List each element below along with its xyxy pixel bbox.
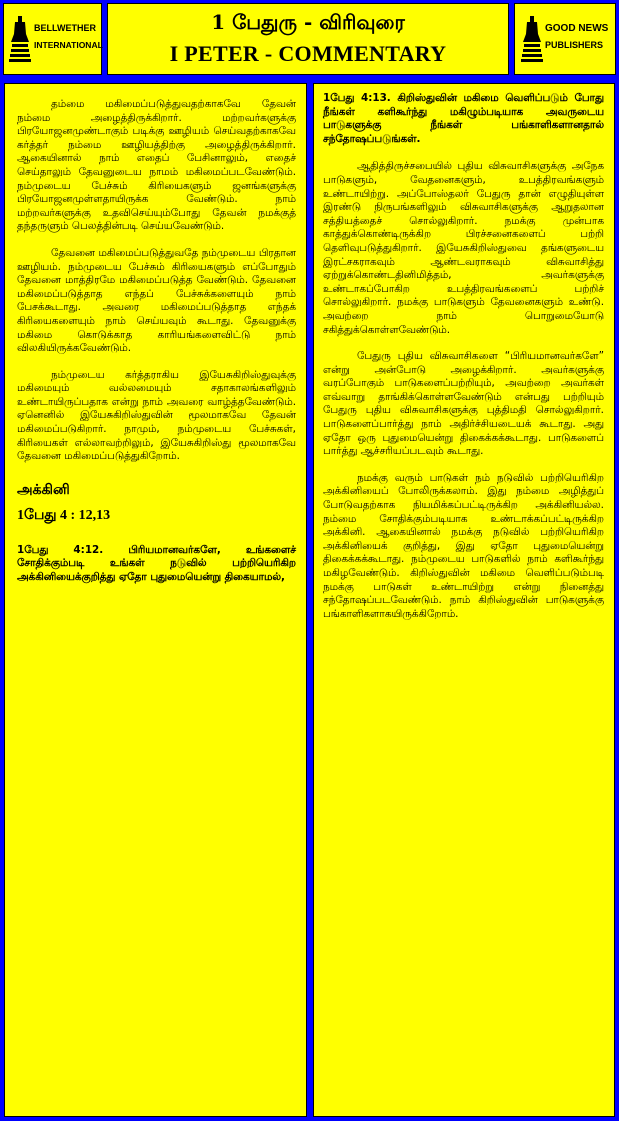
title-english: I PETER - COMMENTARY bbox=[169, 41, 447, 66]
good-news-line2: PUBLISHERS bbox=[545, 40, 604, 50]
left-column bbox=[4, 83, 307, 1117]
good-news-logo bbox=[514, 3, 616, 75]
section-heading: அக்கினி bbox=[17, 482, 70, 498]
left-paragraph-2: தேவனை மகிமைப்படுத்துவதே நம்முடைய பிரதான ஊழியம். நம்முடைய பேச்சும் கிரியைகளும் எப்போதும் தேவனை மாத்திரமே மகிமைப்படுத்த வேண்டும். தேவனை மகிமைப்படுத்தாத எந்தப் பேச்சுக்களையும் நாம் பேசக்கூடாது. அவரை மகிமைப்படுத்தாத எந்தக் கிரியைகளையும் நாம் செய்யவும் கூடாது. தேவனுக்கு மகிமை கொடுக்காத காரியங்களைவிட்டு நாம் விலகியிருக்கவேண்டும். bbox=[17, 246, 296, 355]
scripture-reference: 1பேது 4 : 12,13 bbox=[17, 507, 111, 523]
title-tamil: 1 பேதுரு - விரிவுரை bbox=[211, 10, 405, 34]
bellwether-icon bbox=[9, 16, 31, 62]
bellwether-line2: INTERNATIONAL bbox=[34, 40, 103, 50]
right-paragraph-2: பேதுரு புதிய விசுவாசிகளை “பிரியமானவர்களே” என்று அன்போடு அழைக்கிறார். அவர்களுக்கு வரப்போகும் பாடுகளைப்பற்றியும், அவற்றை அவர்கள் எவ்வாறு தாங்கிக்கொள்ளவேண்டும் என்பது பற்றியும் பேதுரு புதிய விசுவாசிகளுக்கு புத்திமதி சொல்லுகிறார். பாடுகளைப்பார்த்து நாம் அதிர்ச்சியடையக் கூடாது. அது ஏதோ ஒரு புதுமையென்று திகைக்கக்கூடாது. பாடுகளைப் பார்த்து ஆச்சரியப்படவும் கூடாது. bbox=[323, 350, 604, 458]
bellwether-logo bbox=[3, 3, 102, 75]
good-news-line1: GOOD NEWS bbox=[545, 23, 609, 34]
good-news-icon bbox=[521, 16, 543, 62]
left-paragraph-3: நம்முடைய கர்த்தராகிய இயேசுகிறிஸ்துவுக்கு மகிமையும் வல்லமையும் சதாகாலங்களிலும் உண்டாயிருப்பதாக என்று நாம் அவரை வாழ்த்தவேண்டும். ஏனெனில் இயேசுகிறிஸ்துவின் மூலமாகவே தேவன் மகிமைப்படுகிறார். நாமும், நம்முடைய பேச்சுகள், கிரியைகள் எல்லாவற்றிலும், இயேசுகிறிஸ்து மூலமாகவே தேவனை மகிமைப்படுத்துகிறோம். bbox=[17, 368, 296, 463]
verse-4-12: 1பேது 4:12. பிரியமானவர்களே, உங்களைச் சோதிக்கும்படி உங்கள் நடுவில் பற்றியெரிகிற அக்கினியைக்குறித்து ஏதோ புதுமையென்று திகையாமல், bbox=[17, 543, 296, 584]
right-paragraph-3: நமக்கு வரும் பாடுகள் நம் நடுவில் பற்றியெரிகிற அக்கினியைப் போலிருக்கலாம். இது நம்மை அழித்துப் போடுவதற்காக நியமிக்கப்பட்டிருக்கிற அக்கினியல்ல. நம்மை சோதிக்கும்படியாக உண்டாக்கப்பட்டிருக்கிற அக்கினி. ஆகையினால் நமக்கு நடுவில் பற்றியெரிகிற அக்கினியைக் குறித்து, இது ஏதோ புதுமையென்று திகைக்கக்கூடாது. நம்முடைய பாடுகளில் நாம் களிகூர்ந்து மகிழவேண்டும். கிறிஸ்துவின் மகிமை வெளிப்படும்படி நமக்கு பாடுகள் உண்டாயிற்று என்று நினைத்து சந்தோஷப்படவேண்டும். நாம் கிறிஸ்துவின் பாடுகளுக்கு பங்காளிகளாகயிருக்கிறோம். bbox=[323, 471, 604, 620]
bellwether-line1: BELLWETHER bbox=[34, 23, 96, 33]
left-paragraph-1: தம்மை மகிமைப்படுத்துவதற்காகவே தேவன் நம்மை அழைத்திருக்கிறார். மற்றவர்களுக்கு பிரயோஜனமுண்டாகும் படிக்கு ஊழியம் செய்வதற்காகவே கர்த்தர் நம்மை ஊழியத்திற்கு அழைத்திருக்கிறார். ஆகையினால் நாம் எதைப் பேசினாலும், எதைச் செய்தாலும் தேவனுடைய நாமம் மகிமைப்படவேண்டும். நம்முடைய பேச்சும் கிரியைகளும் ஜனங்களுக்கு பிரயோஜனமுள்ளதாயிருக்க வேண்டும். நாம் மற்றவர்களுக்கு உதவிசெய்யும்போது தேவன் நமக்குத் தந்தருளும் பெலத்தின்படி செய்யவேண்டும். bbox=[17, 98, 296, 233]
verse-4-13: 1பேது 4:13. கிறிஸ்துவின் மகிமை வெளிப்படும் போது நீங்கள் களிகூர்ந்து மகிழும்படியாக அவருடைய பாடுகளுக்கு நீங்கள் பங்காளிகளானதால் சந்தோஷப்படுங்கள். bbox=[323, 92, 604, 145]
right-column bbox=[313, 83, 615, 1117]
title-box bbox=[107, 3, 509, 75]
right-paragraph-1: ஆதித்திருச்சபையில் புதிய விசுவாசிகளுக்கு அநேக பாடுகளும், வேதனைகளும், உபத்திரவங்களும் உண்டாயிற்று. அப்போஸ்தலர் பேதுரு தான் எழுதியுள்ள இரண்டு நிருபங்களிலும் விசுவாசிகளுக்கு ஆறுதலான சத்தியத்தைச் சொல்லுகிறார். நமக்கு முன்பாக காத்துக்கொண்டிருக்கிற பிரச்சனைகளைப் பற்றி தெளிவுபடுத்துகிறார். இயேசுகிறிஸ்துவை தங்களுடைய இரட்சகராகவும் ஆண்டவராகவும் விசுவாசித்து ஏற்றுக்கொண்டதினிமித்தம், அவர்களுக்கு உண்டாகப்போகிற உபத்திரவங்களைப் பற்றிச் சொல்லுகிறார். நமக்கு பாடுகளும் தேவனைகளும் உண்டு. அவற்றை நாம் பொறுமையோடு சகித்துக்கொள்ளவேண்டும். bbox=[323, 160, 604, 336]
